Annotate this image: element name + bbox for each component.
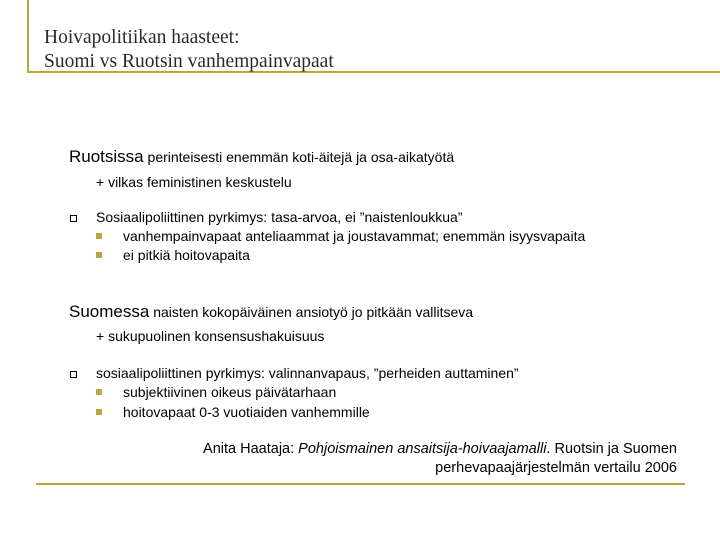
- square-bullet-icon: [70, 215, 77, 222]
- citation: [203, 440, 677, 478]
- sweden-statement: [69, 148, 454, 166]
- finland-subitem-2: hoitovapaat 0-3 vuotiaiden vanhemmille: [123, 404, 370, 420]
- sweden-subitem-2: ei pitkiä hoitovapaita: [123, 247, 250, 263]
- filled-square-bullet-icon: [96, 252, 102, 258]
- bottom-rule: [36, 483, 685, 485]
- title-frame-vertical-rule: [27, 0, 29, 72]
- citation-line-1-rest: . Ruotsin ja Suomen: [546, 441, 677, 457]
- filled-square-bullet-icon: [96, 233, 102, 239]
- citation-work-title: Pohjoismainen ansaitsija-hoivaajamalli: [298, 441, 547, 457]
- finland-subitem-1: subjektiivinen oikeus päivätarhaan: [123, 384, 337, 400]
- slide-title-line-2: Suomi vs Ruotsin vanhempainvapaat: [44, 51, 334, 72]
- finland-sub-note: + sukupuolinen konsensushakuisuus: [96, 328, 325, 344]
- sweden-statement-text: perinteisesti enemmän koti-äitejä ja osa-aikatyötä: [143, 149, 455, 165]
- sweden-bullet: Sosiaalipoliittinen pyrkimys: tasa-arvoa, ei ”naistenloukkua”: [96, 209, 463, 225]
- sweden-sub-note: + vilkas feministinen keskustelu: [96, 174, 292, 190]
- finland-statement: [69, 303, 473, 321]
- citation-line-1: [203, 440, 677, 459]
- finland-lead: Suomessa: [69, 302, 150, 321]
- finland-bullet: sosiaalipoliittinen pyrkimys: valinnanvapaus, ”perheiden auttaminen”: [96, 365, 519, 381]
- sweden-subitem-1: vanhempainvapaat anteliaammat ja joustavammat; enemmän isyysvapaita: [123, 228, 586, 244]
- slide-title: [44, 26, 334, 74]
- filled-square-bullet-icon: [96, 409, 102, 415]
- finland-statement-text: naisten kokopäiväinen ansiotyö jo pitkään vallitseva: [149, 304, 474, 320]
- filled-square-bullet-icon: [96, 389, 102, 395]
- square-bullet-icon: [70, 371, 77, 378]
- sweden-lead: Ruotsissa: [69, 147, 144, 166]
- citation-author: Anita Haataja:: [203, 441, 299, 457]
- citation-line-2: perhevapaajärjestelmän vertailu 2006: [435, 460, 677, 476]
- slide-title-line-1: Hoivapolitiikan haasteet:: [44, 27, 240, 48]
